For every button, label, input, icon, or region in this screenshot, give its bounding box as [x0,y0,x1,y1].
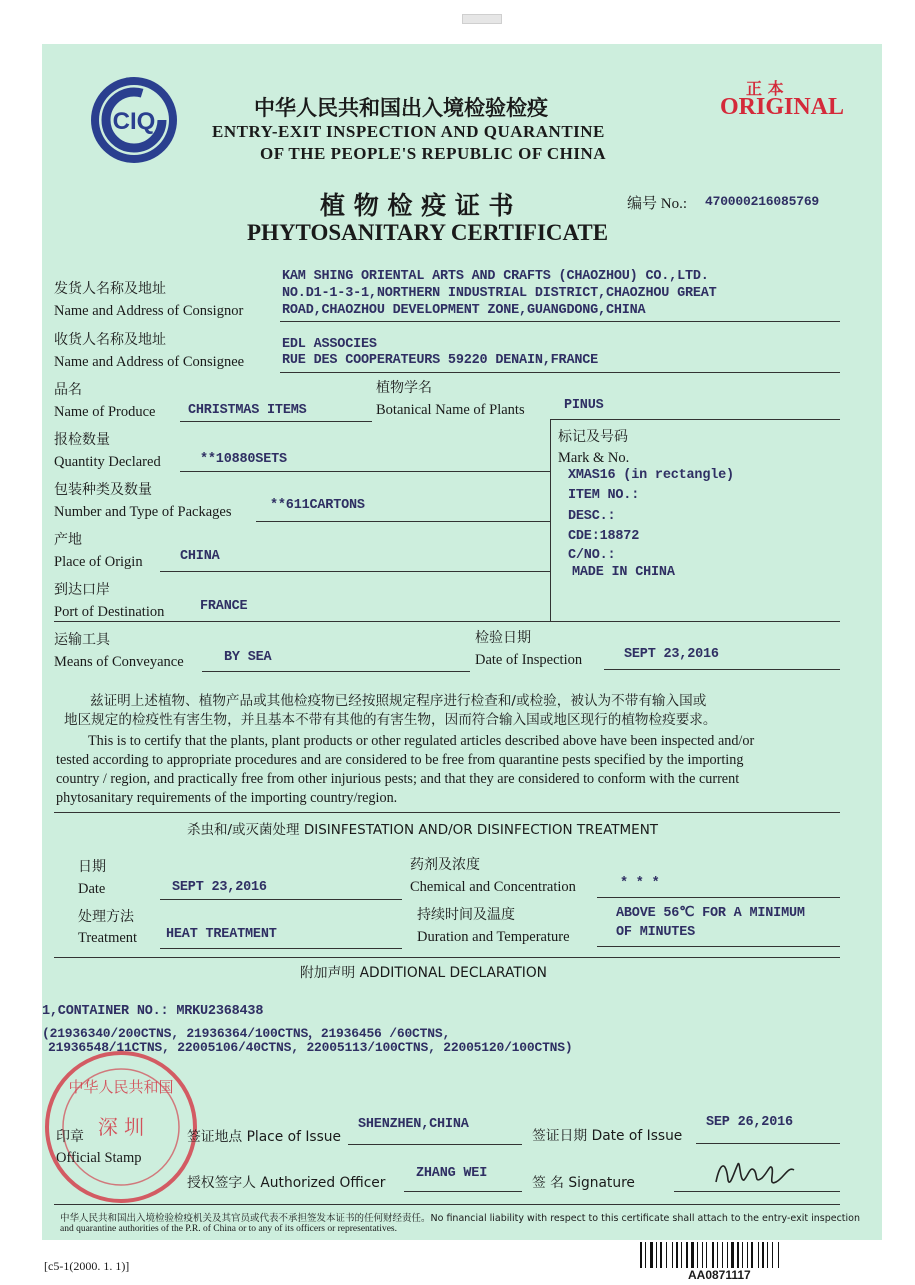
conveyance-value: BY SEA [224,650,272,665]
barcode-bar [645,1242,646,1268]
divider [256,521,550,522]
barcode-bar [666,1242,667,1268]
barcode-bar [751,1242,753,1268]
packages-value: **611CARTONS [270,498,365,513]
barcode-bar [778,1242,779,1268]
barcode-bar [722,1242,723,1268]
barcode-bar [717,1242,718,1268]
treatment-heading: 杀虫和/或灭菌处理 DISINFESTATION AND/OR DISINFECTION TREATMENT [187,822,659,838]
disclaimer-line-2: and quarantine authorities of the P.R. of China or to any of its officers or representatives. [60,1224,397,1234]
duration-label-cn: 持续时间及温度 [417,907,515,923]
barcode-bar [758,1242,759,1268]
barcode-bar [737,1242,739,1268]
divider [604,669,840,670]
inspection-date-value: SEPT 23,2016 [624,647,719,662]
botanical-value: PINUS [564,398,604,413]
marks-box-border [550,419,551,621]
consignee-label-cn: 收货人名称及地址 [54,332,166,348]
signature-icon [710,1152,806,1194]
barcode-bar [706,1242,707,1268]
divider [160,899,402,900]
statement-cn-1: 兹证明上述植物、植物产品或其他检疫物已经按照规定程序进行检查和/或检验，被认为不带有输入国或 [90,693,707,709]
divider [54,1204,840,1205]
inspection-date-label-cn: 检验日期 [475,630,531,646]
chemical-label-cn: 药剂及浓度 [410,857,480,873]
statement-en-2: tested according to appropriate procedures and are considered to be free from quarantine pests specified by the importing [56,752,744,768]
destination-label-cn: 到达口岸 [54,582,110,598]
marks-line-1: XMAS16 (in rectangle) [568,468,734,483]
signature-label: 签 名 Signature [532,1175,635,1191]
barcode-icon [640,1242,800,1268]
org-name-en-1: ENTRY-EXIT INSPECTION AND QUARANTINE [212,122,605,141]
statement-en-3: country / region, and practically free from other injurious pests; and that they are considered to conform with the current [56,771,740,787]
botanical-label-cn: 植物学名 [376,380,432,396]
barcode-bar [686,1242,688,1268]
logo-text: CIQ [112,108,156,135]
divider [54,957,840,958]
original-cn: 正 本 [746,79,784,98]
marks-label-cn: 标记及号码 [558,429,628,445]
additional-line-1: 1,CONTAINER NO.: MRKU2368438 [42,1004,264,1019]
destination-value: FRANCE [200,599,248,614]
divider [597,897,840,898]
barcode-bar [727,1242,728,1268]
divider [404,1191,522,1192]
origin-value: CHINA [180,549,220,564]
conveyance-label-cn: 运输工具 [54,632,110,648]
marks-line-3: DESC.: [568,509,616,524]
consignor-label: Name and Address of Consignor [54,303,244,319]
barcode-bar [702,1242,703,1268]
org-name-en-2: OF THE PEOPLE'S REPUBLIC OF CHINA [260,144,606,163]
cert-number-label: 编号 No.: [627,196,688,212]
origin-label-cn: 产地 [54,532,82,548]
barcode-bar [772,1242,773,1268]
divider [348,1144,522,1145]
date-of-issue-label: 签证日期 Date of Issue [532,1128,683,1144]
quantity-label-cn: 报检数量 [54,432,110,448]
seal-text-top: 中华人民共和国 [68,1078,174,1096]
divider [550,419,840,420]
method-label-cn: 处理方法 [78,909,134,925]
barcode-bar [650,1242,653,1268]
method-value: HEAT TREATMENT [166,927,277,942]
disclaimer-line-1: 中华人民共和国出入境检验检疫机关及其官员或代表不承担签发本证书的任何财经责任。No financial liability with respect to this certificate shall attach to the entry-exit inspection [60,1213,861,1224]
barcode-bar [712,1242,714,1268]
barcode-bar [691,1242,694,1268]
consignor-label-cn: 发货人名称及地址 [54,281,166,297]
quantity-value: **10880SETS [200,452,287,467]
certificate-paper [42,44,882,1240]
inspection-date-label: Date of Inspection [475,652,583,668]
destination-label: Port of Destination [54,604,165,620]
botanical-label: Botanical Name of Plants [376,402,525,418]
marks-line-6: MADE IN CHINA [572,565,675,580]
divider [597,946,840,947]
barcode-bar [640,1242,642,1268]
title-cn: 植 物 检 疫 证 书 [320,191,514,220]
chemical-value: * * * [620,876,660,891]
divider [280,321,840,322]
marks-line-4: CDE:18872 [568,529,640,544]
barcode-bar [747,1242,748,1268]
additional-line-3: 21936548/11CTNS, 22005106/40CTNS, 22005113/100CTNS, 22005120/100CTNS) [48,1040,573,1055]
additional-heading: 附加声明 ADDITIONAL DECLARATION [300,965,548,981]
divider [280,372,840,373]
treatment-date-value: SEPT 23,2016 [172,880,267,895]
divider [54,812,840,813]
quantity-label: Quantity Declared [54,454,161,470]
barcode-bar [697,1242,698,1268]
form-code: [c5-1(2000. 1. 1)] [44,1259,130,1273]
cert-number: 470000216085769 [705,194,820,209]
barcode-bar [742,1242,743,1268]
duration-label: Duration and Temperature [417,929,570,945]
packages-label-cn: 包装种类及数量 [54,482,152,498]
consignor-line-2: NO.D1-1-3-1,NORTHERN INDUSTRIAL DISTRICT,CHAOZHOU GREAT [282,286,717,301]
produce-label: Name of Produce [54,404,156,420]
org-name-cn: 中华人民共和国出入境检验检疫 [254,96,548,120]
barcode-bar [681,1242,682,1268]
consignee-line-1: EDL ASSOCIES [282,337,377,352]
treatment-date-label: Date [78,881,106,897]
marks-label: Mark & No. [558,450,630,466]
divider [180,471,550,472]
barcode-bar [656,1242,657,1268]
paper-clip-mark [462,14,502,24]
ciq-logo-icon [88,74,180,166]
duration-value-1: ABOVE 56℃ FOR A MINIMUM [616,906,805,921]
barcode-bar [767,1242,768,1268]
title-en: PHYTOSANITARY CERTIFICATE [247,220,609,245]
barcode-bar [660,1242,662,1268]
original-label: ORIGINAL [720,94,845,120]
authorized-officer-label: 授权签字人 Authorized Officer [187,1175,386,1191]
conveyance-label: Means of Conveyance [54,654,184,670]
divider [696,1143,840,1144]
place-of-issue-label: 签证地点 Place of Issue [187,1129,342,1145]
marks-line-5: C/NO.: [568,548,616,563]
barcode-bar [672,1242,673,1268]
barcode-bar [731,1242,734,1268]
treatment-date-label-cn: 日期 [78,859,106,875]
stamp-label: Official Stamp [56,1150,142,1166]
statement-en-4: phytosanitary requirements of the importing country/region. [56,790,398,806]
barcode-bar [676,1242,678,1268]
chemical-label: Chemical and Concentration [410,879,576,895]
seal-city: 深 圳 [97,1115,145,1139]
authorized-officer-value: ZHANG WEI [416,1166,488,1181]
packages-label: Number and Type of Packages [54,504,232,520]
divider [674,1191,840,1192]
divider [202,671,470,672]
consignor-line-3: ROAD,CHAOZHOU DEVELOPMENT ZONE,GUANGDONG,CHINA [282,303,646,318]
additional-line-2: (21936340/200CTNS, 21936364/100CTNS，21936456 /60CTNS, [42,1026,451,1041]
consignee-line-2: RUE DES COOPERATEURS 59220 DENAIN,FRANCE [282,353,599,368]
duration-value-2: OF MINUTES [616,925,696,940]
origin-label: Place of Origin [54,554,143,570]
stamp-label-cn: 印章 [56,1129,84,1145]
method-label: Treatment [78,930,138,946]
divider [180,421,372,422]
produce-label-cn: 品名 [54,382,82,398]
date-of-issue-value: SEP 26,2016 [706,1115,793,1130]
divider [160,948,402,949]
statement-en-1: This is to certify that the plants, plant products or other regulated articles described above have been inspected and/or [88,733,755,749]
consignor-line-1: KAM SHING ORIENTAL ARTS AND CRAFTS (CHAOZHOU) CO.,LTD. [282,269,709,284]
divider [160,571,550,572]
barcode-number: AA0871117 [688,1268,751,1282]
produce-value: CHRISTMAS ITEMS [188,403,307,418]
barcode-bar [762,1242,764,1268]
consignee-label: Name and Address of Consignee [54,354,245,370]
marks-line-2: ITEM NO.: [568,488,640,503]
place-of-issue-value: SHENZHEN,CHINA [358,1117,469,1132]
divider [54,621,840,622]
statement-cn-2: 地区规定的检疫性有害生物，并且基本不带有其他的有害生物，因而符合输入国或地区现行的植物检疫要求。 [64,712,717,728]
